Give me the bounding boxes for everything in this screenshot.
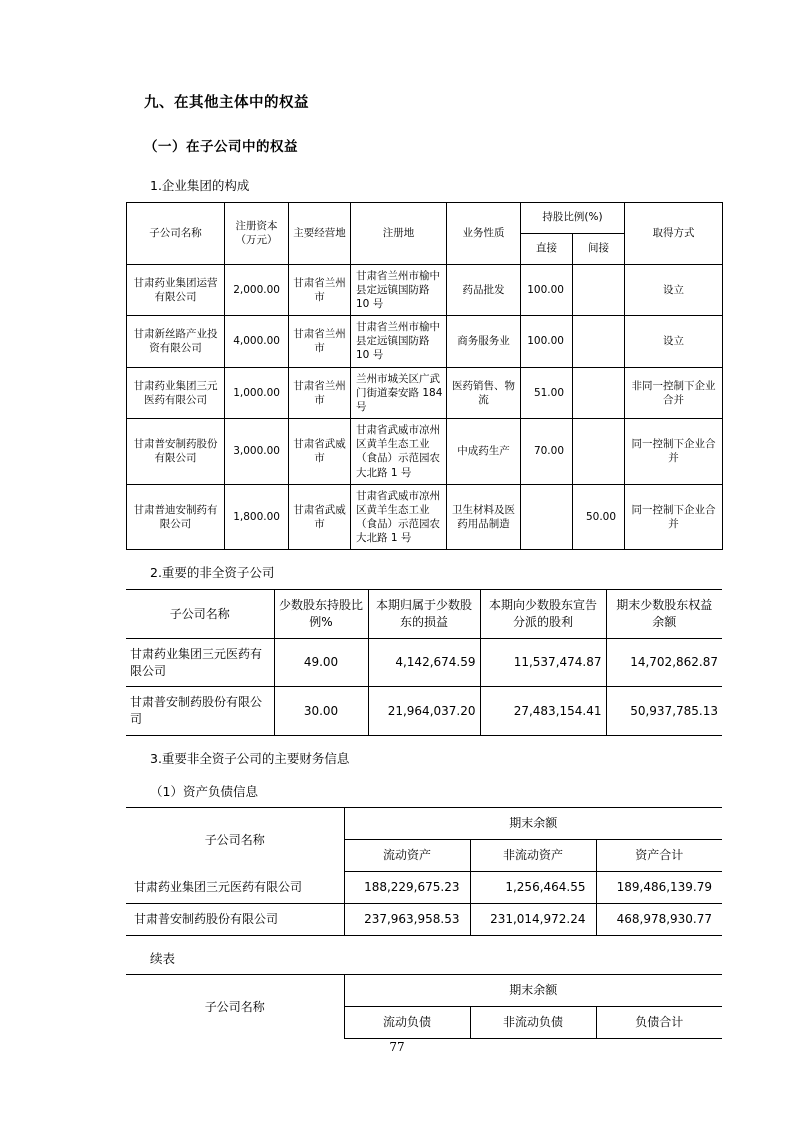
th-total-liabilities: 负债合计 [596,1007,722,1039]
cell-name: 甘肃普安制药股份有限公司 [126,687,274,736]
table-non-wholly-owned-subsidiaries [126,589,722,736]
cell-minority-ratio: 49.00 [274,638,368,687]
cell-noncurrent-assets: 231,014,972.24 [470,903,596,935]
table-row [126,687,722,736]
th-minority-equity: 期末少数股东权益余额 [606,590,722,639]
heading-group-composition: 1.企业集团的构成 [150,177,250,193]
th-noncurrent-liabilities: 非流动负债 [470,1007,596,1039]
table-row [126,903,722,935]
page-content [126,92,722,1039]
section-title: 九、在其他主体中的权益 [144,95,309,111]
cell-minority-profit: 4,142,674.59 [368,638,480,687]
cell-business: 卫生材料及医药用品制造 [447,484,521,550]
th-name: 子公司名称 [127,202,225,264]
th-group-period-end: 期末余额 [344,975,722,1007]
cell-name: 甘肃药业集团三元医药有限公司 [126,872,344,904]
cell-current-assets: 237,963,958.53 [344,903,470,935]
th-ratio-group: 持股比例(%) [521,202,625,233]
cell-main-place: 甘肃省兰州市 [289,316,351,368]
th-dividend: 本期向少数股东宣告分派的股利 [480,590,606,639]
table-row [127,367,723,419]
sub-section-title: （一）在子公司中的权益 [144,139,298,156]
cell-dividend: 27,483,154.41 [480,687,606,736]
cell-business: 药品批发 [447,264,521,316]
cell-minority-profit: 21,964,037.20 [368,687,480,736]
th-name: 子公司名称 [126,590,274,639]
cell-reg-place: 甘肃省兰州市榆中县定远镇国防路 10 号 [351,316,447,368]
cell-business: 医药销售、物流 [447,367,521,419]
cell-capital: 4,000.00 [225,316,289,368]
heading-financial-info: 3.重要非全资子公司的主要财务信息 [150,750,350,766]
table-row [127,316,723,368]
cell-name: 甘肃普安制药股份有限公司 [126,903,344,935]
cell-reg-place: 兰州市城关区广武门街道秦安路 184 号 [351,367,447,419]
table-assets-info [126,807,722,935]
page-number: 77 [389,1040,405,1054]
cell-reg-place: 甘肃省兰州市榆中县定远镇国防路 10 号 [351,264,447,316]
cell-minority-equity: 50,937,785.13 [606,687,722,736]
cell-total-assets: 189,486,139.79 [596,872,722,904]
cell-main-place: 甘肃省武威市 [289,484,351,550]
cell-business: 商务服务业 [447,316,521,368]
th-noncurrent-assets: 非流动资产 [470,840,596,872]
th-reg-place: 注册地 [351,202,447,264]
cell-direct: 70.00 [521,419,573,485]
table-liabilities-info [126,974,722,1039]
cell-indirect [573,316,625,368]
heading-important-non-wholly-owned: 2.重要的非全资子公司 [150,565,275,581]
cell-acquire: 同一控制下企业合并 [625,419,723,485]
cell-capital: 2,000.00 [225,264,289,316]
continued-table-label: 续表 [150,950,176,966]
th-total-assets: 资产合计 [596,840,722,872]
table-row [127,264,723,316]
cell-current-assets: 188,229,675.23 [344,872,470,904]
cell-indirect [573,264,625,316]
cell-acquire: 设立 [625,316,723,368]
th-current-liabilities: 流动负债 [344,1007,470,1039]
th-main-place: 主要经营地 [289,202,351,264]
cell-minority-equity: 14,702,862.87 [606,638,722,687]
cell-name: 甘肃药业集团三元医药有限公司 [126,638,274,687]
table-header-row [127,202,723,233]
th-acquire: 取得方式 [625,202,723,264]
cell-indirect [573,419,625,485]
th-direct: 直接 [521,233,573,264]
cell-capital: 3,000.00 [225,419,289,485]
th-name: 子公司名称 [126,975,344,1039]
table-group-composition [126,202,723,551]
cell-acquire: 非同一控制下企业合并 [625,367,723,419]
cell-direct: 100.00 [521,316,573,368]
cell-acquire: 设立 [625,264,723,316]
table-row [126,872,722,904]
cell-reg-place: 甘肃省武威市凉州区黄羊生态工业（食品）示范园农大北路 1 号 [351,484,447,550]
th-capital: 注册资本（万元） [225,202,289,264]
cell-name: 甘肃普安制药股份有限公司 [127,419,225,485]
th-group-period-end: 期末余额 [344,808,722,840]
cell-name: 甘肃普迪安制药有限公司 [127,484,225,550]
cell-direct [521,484,573,550]
cell-reg-place: 甘肃省武威市凉州区黄羊生态工业（食品）示范园农大北路 1 号 [351,419,447,485]
cell-indirect [573,367,625,419]
th-current-assets: 流动资产 [344,840,470,872]
th-indirect: 间接 [573,233,625,264]
table-row [126,638,722,687]
th-business: 业务性质 [447,202,521,264]
table-row [127,484,723,550]
heading-assets-liabilities: （1）资产负债信息 [150,783,258,799]
cell-noncurrent-assets: 1,256,464.55 [470,872,596,904]
cell-business: 中成药生产 [447,419,521,485]
cell-minority-ratio: 30.00 [274,687,368,736]
th-name: 子公司名称 [126,808,344,872]
cell-direct: 100.00 [521,264,573,316]
th-minority-ratio: 少数股东持股比例% [274,590,368,639]
table-header-row [126,808,722,840]
cell-main-place: 甘肃省兰州市 [289,264,351,316]
cell-total-assets: 468,978,930.77 [596,903,722,935]
cell-capital: 1,000.00 [225,367,289,419]
cell-name: 甘肃药业集团三元医药有限公司 [127,367,225,419]
cell-capital: 1,800.00 [225,484,289,550]
th-minority-profit: 本期归属于少数股东的损益 [368,590,480,639]
cell-direct: 51.00 [521,367,573,419]
cell-main-place: 甘肃省武威市 [289,419,351,485]
table-header-row [126,975,722,1007]
cell-dividend: 11,537,474.87 [480,638,606,687]
cell-name: 甘肃新丝路产业投资有限公司 [127,316,225,368]
table-header-row [126,590,722,639]
cell-main-place: 甘肃省兰州市 [289,367,351,419]
cell-name: 甘肃药业集团运营有限公司 [127,264,225,316]
cell-indirect: 50.00 [573,484,625,550]
table-row [127,419,723,485]
cell-acquire: 同一控制下企业合并 [625,484,723,550]
